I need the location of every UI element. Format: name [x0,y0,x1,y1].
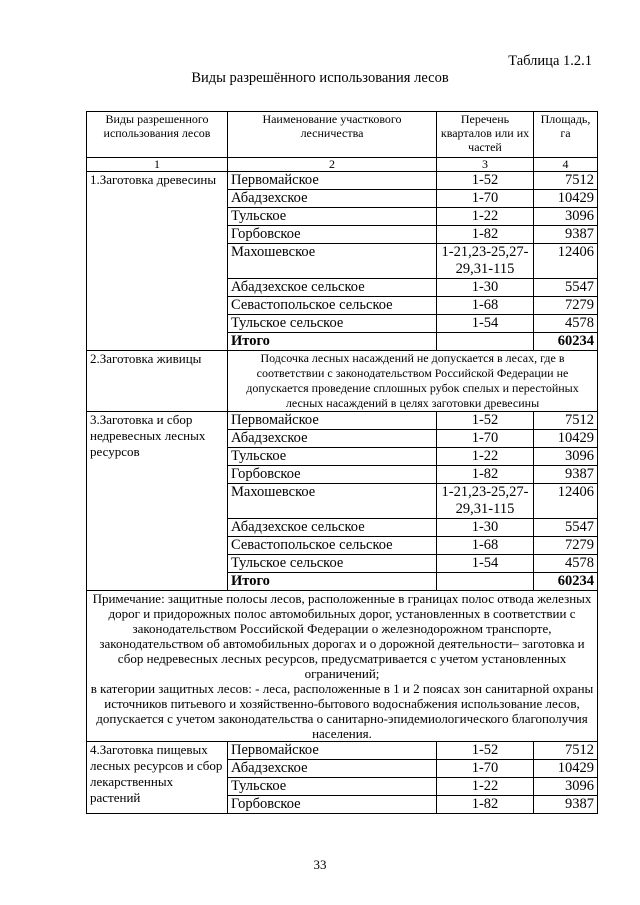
quarters-value: 1-82 [437,466,534,484]
area-value: 10429 [534,430,598,448]
header-use-type: Виды разрешенного использования лесов [87,112,228,158]
forestry-name: Абадзехское [228,760,437,778]
forestry-name: Горбовское [228,226,437,244]
forestry-name: Махошевское [228,244,437,279]
quarters-value: 1-70 [437,760,534,778]
quarters-value: 1-30 [437,519,534,537]
quarters-value: 1-52 [437,172,534,190]
forestry-name: Махошевское [228,484,437,519]
column-number: 3 [437,158,534,172]
table-row [87,742,598,760]
section2-row [87,351,598,412]
section4-label: 4.Заготовка пищевых лесных ресурсов и сбор лекарственных растений [87,742,228,814]
area-value: 5547 [534,279,598,297]
quarters-value: 1-82 [437,226,534,244]
total-label: Итого [228,573,437,591]
forestry-name: Первомайское [228,412,437,430]
section2-label: 2.Заготовка живицы [87,351,228,412]
area-value: 12406 [534,244,598,279]
remark-cell [87,591,598,742]
area-value: 10429 [534,760,598,778]
quarters-value: 1-82 [437,796,534,814]
remark-text-1: Примечание: защитные полосы лесов, расположенные в границах полос отвода железных дорог и придорожных полос автомобильных дорог, установленных в соответствии с законодательством Российской Федерации о железнодорожном транспорте, законодательством об автомобильных дорогах и о дорожной деятельности– заготовка и сбор недревесных лесных ресурсов, предусматривается с учетом установленных ограничений; [92,591,592,681]
area-value: 12406 [534,484,598,519]
area-value: 5547 [534,519,598,537]
quarters-value: 1-22 [437,208,534,226]
forestry-name: Тульское сельское [228,315,437,333]
header-quarters: Перечень кварталов или их частей [437,112,534,158]
forestry-name: Абадзехское сельское [228,279,437,297]
table-number: Таблица 1.2.1 [508,53,592,69]
total-quarters-empty [437,333,534,351]
forestry-name: Тульское [228,208,437,226]
quarters-value: 1-21,23-25,27-29,31-115 [437,484,534,519]
area-value: 7279 [534,297,598,315]
column-number-row [87,158,598,172]
area-value: 3096 [534,448,598,466]
table-row [87,412,598,430]
header-area: Площадь, га [534,112,598,158]
quarters-value: 1-21,23-25,27-29,31-115 [437,244,534,279]
quarters-value: 1-30 [437,279,534,297]
quarters-value: 1-70 [437,430,534,448]
forestry-name: Тульское [228,448,437,466]
area-value: 7279 [534,537,598,555]
quarters-value: 1-22 [437,778,534,796]
area-value: 7512 [534,742,598,760]
quarters-value: 1-52 [437,742,534,760]
area-value: 3096 [534,778,598,796]
forestry-name: Тульское сельское [228,555,437,573]
area-value: 4578 [534,315,598,333]
quarters-value: 1-68 [437,537,534,555]
column-number: 1 [87,158,228,172]
forestry-name: Севастопольское сельское [228,297,437,315]
remark-row [87,591,598,742]
quarters-value: 1-52 [437,412,534,430]
area-value: 7512 [534,412,598,430]
section1-label: 1.Заготовка древесины [87,172,228,351]
quarters-value: 1-54 [437,555,534,573]
area-value: 9387 [534,796,598,814]
quarters-value: 1-22 [437,448,534,466]
quarters-value: 1-68 [437,297,534,315]
quarters-value: 1-54 [437,315,534,333]
page-number: 33 [313,857,327,872]
area-value: 4578 [534,555,598,573]
forestry-name: Абадзехское сельское [228,519,437,537]
area-value: 9387 [534,466,598,484]
forestry-name: Абадзехское [228,190,437,208]
forestry-name: Первомайское [228,172,437,190]
column-number: 2 [228,158,437,172]
forestry-name: Горбовское [228,466,437,484]
area-value: 10429 [534,190,598,208]
section3-label: 3.Заготовка и сбор недревесных лесных ресурсов [87,412,228,591]
total-value: 60234 [534,573,598,591]
forest-use-table [86,111,598,814]
forestry-name: Абадзехское [228,430,437,448]
table-row [87,172,598,190]
section2-note: Подсочка лесных насаждений не допускается в лесах, где в соответствии с законодательством Российской Федерации не допускается проведение сплошных рубок спелых и перестойных лесных насаждений в целях заготовки древесины [228,351,598,412]
forestry-name: Первомайское [228,742,437,760]
area-value: 7512 [534,172,598,190]
quarters-value: 1-70 [437,190,534,208]
column-number: 4 [534,158,598,172]
area-value: 3096 [534,208,598,226]
total-value: 60234 [534,333,598,351]
total-quarters-empty [437,573,534,591]
table-title: Виды разрешённого использования лесов [191,70,449,86]
header-row [87,112,598,158]
forestry-name: Севастопольское сельское [228,537,437,555]
area-value: 9387 [534,226,598,244]
forestry-name: Тульское [228,778,437,796]
header-forestry-name: Наименование участкового лесничества [228,112,437,158]
forestry-name: Горбовское [228,796,437,814]
total-label: Итого [228,333,437,351]
remark-text-2: в категории защитных лесов: - леса, расположенные в 1 и 2 поясах зон санитарной охраны источников питьевого и хозяйственно-бытового водоснабжения использование лесов, допускается с учетом законодательства о санитарно-эпидемиологического благополучия населения. [90,681,594,741]
